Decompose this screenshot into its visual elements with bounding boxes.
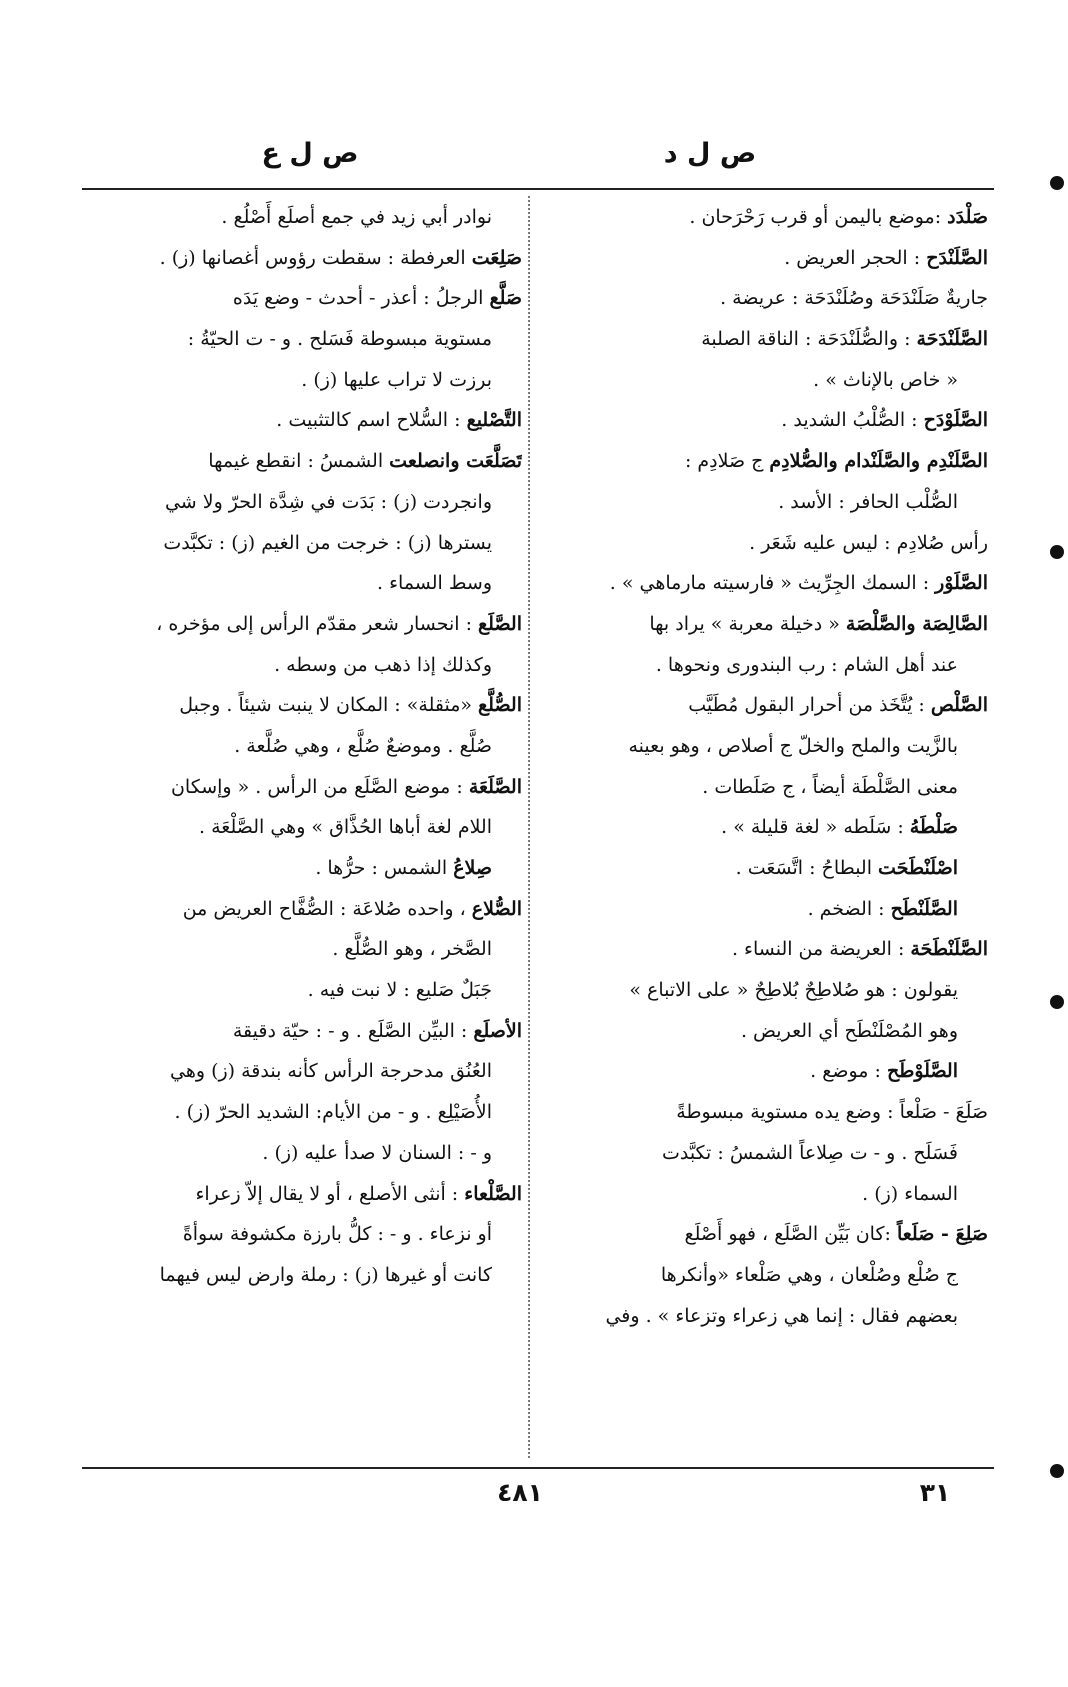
entry-line	[82, 604, 522, 645]
definition-text: جاريةٌ صَلَنْدَحَة وصُلَنْدَحَة : عريضة .	[720, 287, 988, 310]
entry-line	[82, 1092, 522, 1133]
entry-line	[82, 970, 522, 1011]
page-number-left: ٤٨١	[497, 1478, 543, 1507]
definition-text: : موضع .	[810, 1060, 887, 1083]
definition-text: الرجلُ : أعذر - أحدث - وضع يَدَه	[232, 287, 490, 310]
entry-line	[540, 523, 988, 564]
definition-text: : الصُّلْبُ الشديد .	[781, 409, 924, 432]
headword: الصَّلَعَة	[468, 775, 522, 798]
definition-text: العُنُق مدحرجة الرأس كأنه بندقة (ز) وهي	[170, 1060, 492, 1083]
definition-text: الأُصَيْلِع . و - من الأيام: الشديد الحرّ (ز) .	[174, 1101, 492, 1124]
definition-text: : العريضة من النساء .	[731, 938, 911, 961]
entry-line	[540, 238, 988, 279]
entry-line	[82, 726, 522, 767]
headword: الصَّلَنْطَحَة	[910, 938, 988, 961]
entry-line	[82, 482, 522, 523]
entry-line	[540, 563, 988, 604]
entry-line	[82, 807, 522, 848]
headword: الصَّلَنْدِم والصَّلَنْدام والصُّلادِم	[769, 450, 988, 473]
definition-text: يسترها (ز) : خرجت من الغيم (ز) : تكبَّدت	[163, 531, 492, 554]
entry-line	[540, 929, 988, 970]
bottom-rule	[82, 1467, 994, 1469]
definition-text: البطاحُ : اتَّسَعَت .	[735, 857, 879, 879]
entry-line	[82, 319, 522, 360]
definition-text: بالزَّيت والملح والخلّ ج أصلاص ، وهو بعينه	[628, 734, 958, 757]
entry-line	[540, 1133, 988, 1174]
definition-text: :موضع باليمن أو قرب رَحْرَحان .	[689, 206, 948, 228]
definition-text: العرفطة : سقطت رؤوس أغصانها (ز) .	[159, 246, 472, 269]
definition-text: وكذلك إذا ذهب من وسطه .	[274, 653, 492, 676]
entry-line	[540, 400, 988, 441]
definition-text: : البيِّن الصَّلَع . و - : حيّة دقيقة	[232, 1019, 474, 1042]
entry-line	[82, 1133, 522, 1174]
headword: صَلْطَهُ	[909, 816, 958, 839]
entry-line	[540, 1214, 988, 1255]
definition-text: وسط السماء .	[377, 572, 492, 595]
entry-line	[540, 1051, 988, 1092]
entry-line	[540, 767, 988, 808]
column-divider	[528, 196, 530, 1458]
headword: الصَّلَنْدَح	[926, 246, 988, 269]
definition-text: «مثقلة» : المكان لا ينبت شيئاً . وجبل	[179, 694, 479, 717]
definition-text: : السمك الجِرِّيث « فارسيته مارماهي » .	[609, 572, 936, 595]
entry-line	[540, 970, 988, 1011]
entry-line	[82, 523, 522, 564]
entry-line	[540, 278, 988, 319]
definition-text: عند أهل الشام : رب البندورى ونحوها .	[655, 653, 958, 676]
definition-text: ، واحده صُلاعَة : الصُّفَّاح العريض من	[182, 897, 472, 920]
entry-line	[82, 1174, 522, 1215]
headword: الصَّالِصَة والصَّلْصَة	[845, 612, 988, 635]
headword: صَلَّع	[489, 287, 522, 310]
headword: الصَّلَوْطَح	[886, 1060, 958, 1083]
entry-line	[82, 1214, 522, 1255]
definition-text: :كان بَيِّن الصَّلَع ، فهو أَصْلَع	[684, 1223, 897, 1246]
entry-line	[540, 685, 988, 726]
entry-line	[540, 441, 988, 482]
entry-line	[82, 563, 522, 604]
entry-line	[82, 848, 522, 889]
definition-text: السماء (ز) .	[862, 1182, 958, 1205]
entry-line	[540, 360, 988, 401]
definition-text: اللام لغة أباها الحُذَّاق » وهي الصَّلْعَة .	[199, 816, 492, 839]
entry-line	[82, 238, 522, 279]
definition-text: : أنثى الأصلع ، أو لا يقال إلاّ زعراء	[195, 1182, 465, 1205]
headword: الصَّلْص	[930, 694, 988, 717]
entry-line	[82, 685, 522, 726]
definition-text: يقولون : هو صُلاطِحٌ بُلاطِحٌ « على الاتباع »	[629, 979, 958, 1002]
entry-line	[82, 360, 522, 401]
entry-line	[82, 645, 522, 686]
right-column-header: ص ل د	[663, 138, 757, 169]
headword: صَلْدَد	[947, 206, 988, 228]
definition-text: ج صُلْع وصُلْعان ، وهي صَلْعاء «وأنكرها	[660, 1263, 958, 1286]
entry-line	[540, 1255, 988, 1296]
headword: الصُّلَّع	[478, 694, 522, 717]
definition-text: « خاص بالإناث » .	[813, 368, 958, 391]
entry-line	[540, 889, 988, 930]
top-rule	[82, 188, 994, 190]
entry-line	[82, 1255, 522, 1296]
headword: الصَّلَوْدَح	[923, 409, 988, 432]
headword: الأصلَع	[473, 1019, 522, 1042]
definition-text: : موضع الصَّلَع من الرأس . « وإسكان	[170, 775, 469, 798]
definition-text: رأس صُلادِم : ليس عليه شَعَر .	[749, 531, 988, 554]
definition-text: الصُّلْب الحافر : الأسد .	[778, 490, 958, 513]
definition-text: نوادر أبي زيد في جمع أصلَع أَصْلُع .	[221, 206, 492, 228]
definition-text: الصَّخر ، وهو الصُّلَّع .	[332, 938, 492, 961]
margin-mark	[1050, 176, 1064, 190]
definition-text: : الحجر العريض .	[784, 246, 927, 269]
definition-text: برزت لا تراب عليها (ز) .	[301, 368, 492, 391]
definition-text: : والصُّلَنْدَحَة : الناقة الصلبة	[701, 328, 917, 351]
headword: اصْلَنْطَحَت	[878, 857, 958, 879]
definition-text: و - : السنان لا صدأ عليه (ز) .	[262, 1141, 492, 1164]
entry-line	[540, 1092, 988, 1133]
definition-text: صَلَعَ - صَلْعاً : وضع يده مستوية مبسوطةً	[676, 1101, 988, 1124]
headword: صَلِعَت	[471, 246, 522, 269]
entry-line	[540, 319, 988, 360]
definition-text: : الضخم .	[807, 897, 891, 920]
entry-line	[82, 929, 522, 970]
entry-line	[82, 400, 522, 441]
entry-line	[540, 848, 988, 889]
definition-text: ج صَلادِم :	[684, 450, 770, 473]
entry-line	[540, 482, 988, 523]
entry-line	[540, 197, 988, 238]
entry-line	[540, 645, 988, 686]
definition-text: الشمسُ : انقطع غيمها	[208, 450, 390, 473]
definition-text: جَبَلٌ صَليع : لا نبت فيه .	[307, 979, 492, 1002]
headword: الصَّلَع	[478, 612, 522, 635]
entry-line	[540, 807, 988, 848]
margin-mark	[1050, 995, 1064, 1009]
definition-text: وانجردت (ز) : بَدَت في شِدَّة الحرّ ولا شي	[164, 490, 492, 513]
entry-line	[540, 604, 988, 645]
headword: التَّصْليع	[466, 409, 522, 432]
headword: صَلِعَ - صَلَعاً	[896, 1223, 988, 1246]
entry-line	[540, 1174, 988, 1215]
definition-text: : سَلَطه « لغة قليلة » .	[721, 816, 910, 839]
entry-line	[82, 441, 522, 482]
entry-line	[540, 1296, 988, 1337]
headword: الصَّلَوْر	[935, 572, 988, 595]
definition-text: الشمس : حرُّها .	[315, 857, 454, 879]
entry-line	[82, 1011, 522, 1052]
definition-text: مستوية مبسوطة فَسَلح . و - ت الحيّةُ :	[187, 328, 492, 351]
entry-line	[82, 278, 522, 319]
headword: الصُّلاع	[471, 897, 522, 920]
entry-line	[540, 1011, 988, 1052]
page-number-right: ٣١	[919, 1478, 951, 1507]
definition-text: وهو المُصْلَنْطَح أي العريض .	[740, 1019, 958, 1042]
entry-line	[82, 1051, 522, 1092]
entry-line	[82, 767, 522, 808]
margin-mark	[1050, 545, 1064, 559]
right-column	[540, 197, 988, 1459]
definition-text: « دخيلة معربة » يراد بها	[649, 612, 846, 635]
headword: الصَّلَنْدَحَة	[916, 328, 988, 351]
definition-text: معنى الصَّلْطَة أيضاً ، ج صَلَطات .	[702, 775, 958, 798]
headword: تَصَلَّعَت وانصلعت	[389, 450, 522, 473]
left-column	[82, 197, 522, 1459]
definition-text: : يُتَّخَذ من أحرار البقول مُطَيَّب	[688, 694, 931, 717]
headword: الصَّلَنْطَح	[890, 897, 958, 920]
entry-line	[540, 726, 988, 767]
left-column-header: ص ل ع	[261, 138, 359, 169]
entry-line	[82, 889, 522, 930]
definition-text: : انحسار شعر مقدّم الرأس إلى مؤخره ،	[156, 612, 479, 635]
definition-text: فَسَلَح . و - ت صِلاعاً الشمسُ : تكبَّدت	[661, 1141, 958, 1164]
definition-text: كانت أو غيرها (ز) : رملة وارض ليس فيهما	[159, 1263, 492, 1286]
entry-line	[82, 197, 522, 238]
margin-mark	[1050, 1464, 1064, 1478]
definition-text: : السُّلاح اسم كالتثبيت .	[276, 409, 467, 432]
definition-text: صُلَّع . وموضعٌ صُلَّع ، وهي صُلَّعة .	[234, 734, 492, 757]
definition-text: أو نزعاء . و - : كلُّ بارزة مكشوفة سوأةً	[182, 1223, 492, 1246]
definition-text: بعضهم فقال : إنما هي زعراء وتزعاء » . وفي	[605, 1304, 958, 1327]
headword: الصَّلْعاء	[464, 1182, 522, 1205]
headword: صِلاعُ	[453, 857, 492, 879]
